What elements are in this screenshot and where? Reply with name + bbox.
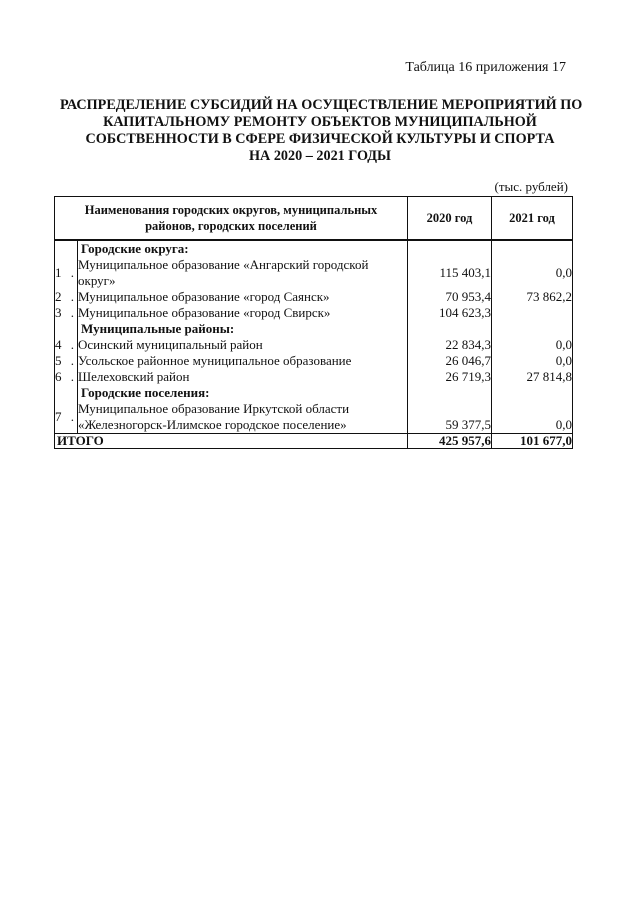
row-name-line-2: округ» <box>78 273 116 288</box>
row-number: 4 . <box>55 337 77 352</box>
group-label: Муниципальные районы: <box>81 321 235 336</box>
units-label: (тыс. рублей) <box>494 179 568 194</box>
total-value-2020: 425 957,6 <box>408 434 492 449</box>
column-header-2021: 2021 год <box>492 197 573 241</box>
row-name: Муниципальное образование «город Свирск» <box>78 305 331 320</box>
row-name-line-2: «Железногорск-Илимское городское поселение» <box>78 417 347 432</box>
row-name: Осинский муниципальный район <box>78 337 263 352</box>
row-value-2020: 104 623,3 <box>408 305 492 321</box>
row-number: 2 . <box>55 289 77 304</box>
column-header-name-line-2: районов, городских поселений <box>145 219 317 233</box>
table-row <box>55 289 573 305</box>
table-reference: Таблица 16 приложения 17 <box>405 60 566 75</box>
row-name-line-1: Муниципальное образование Иркутской области <box>78 401 350 416</box>
row-value-2021: 73 862,2 <box>492 289 573 305</box>
subsidy-table <box>54 196 573 449</box>
row-value-2020: 59 377,5 <box>408 401 492 434</box>
total-label: ИТОГО <box>55 434 408 449</box>
title-line-2: КАПИТАЛЬНОМУ РЕМОНТУ ОБЪЕКТОВ МУНИЦИПАЛЬНОЙ <box>103 114 537 130</box>
title-line-1: РАСПРЕДЕЛЕНИЕ СУБСИДИЙ НА ОСУЩЕСТВЛЕНИЕ МЕРОПРИЯТИЙ ПО <box>60 97 583 113</box>
table-header-row <box>55 197 573 241</box>
title-line-3: СОБСТВЕННОСТИ В СФЕРЕ ФИЗИЧЕСКОЙ КУЛЬТУРЫ И СПОРТА <box>85 131 555 147</box>
row-number: 6 . <box>55 369 77 384</box>
row-value-2021: 0,0 <box>492 257 573 289</box>
row-number: 7 . <box>55 401 78 434</box>
row-value-2020: 26 046,7 <box>408 353 492 369</box>
row-number: 3 . <box>55 305 77 320</box>
table-row <box>55 305 573 321</box>
table-row <box>55 337 573 353</box>
row-name: Муниципальное образование «город Саянск» <box>78 289 330 304</box>
row-value-2020: 26 719,3 <box>408 369 492 385</box>
row-value-2021: 0,0 <box>492 401 573 434</box>
total-value-2021: 101 677,0 <box>492 434 573 449</box>
row-name: Шелеховский район <box>78 369 190 384</box>
row-number: 5 . <box>55 353 77 368</box>
row-name <box>78 401 408 434</box>
row-name-line-1: Муниципальное образование «Ангарский городской <box>78 257 369 272</box>
row-value-2021 <box>492 305 573 321</box>
column-header-name <box>55 197 408 241</box>
group-row <box>55 240 573 257</box>
row-value-2020: 22 834,3 <box>408 337 492 353</box>
table-row <box>55 353 573 369</box>
column-header-name-line-1: Наименования городских округов, муниципальных <box>84 203 378 217</box>
group-row <box>55 385 573 401</box>
table-row <box>55 369 573 385</box>
group-label: Городские поселения: <box>81 385 210 400</box>
title-line-4: НА 2020 – 2021 ГОДЫ <box>248 148 391 164</box>
row-value-2020: 115 403,1 <box>408 257 492 289</box>
table-row <box>55 401 573 434</box>
row-value-2020: 70 953,4 <box>408 289 492 305</box>
row-number: 1 . <box>55 257 78 289</box>
row-name <box>78 257 408 289</box>
row-value-2021: 27 814,8 <box>492 369 573 385</box>
table-row <box>55 257 573 289</box>
group-label: Городские округа: <box>81 241 189 256</box>
group-row <box>55 321 573 337</box>
total-row <box>55 434 573 449</box>
column-header-2020: 2020 год <box>408 197 492 241</box>
row-value-2021: 0,0 <box>492 353 573 369</box>
row-value-2021: 0,0 <box>492 337 573 353</box>
row-name: Усольское районное муниципальное образование <box>78 353 352 368</box>
document-title <box>60 97 583 165</box>
